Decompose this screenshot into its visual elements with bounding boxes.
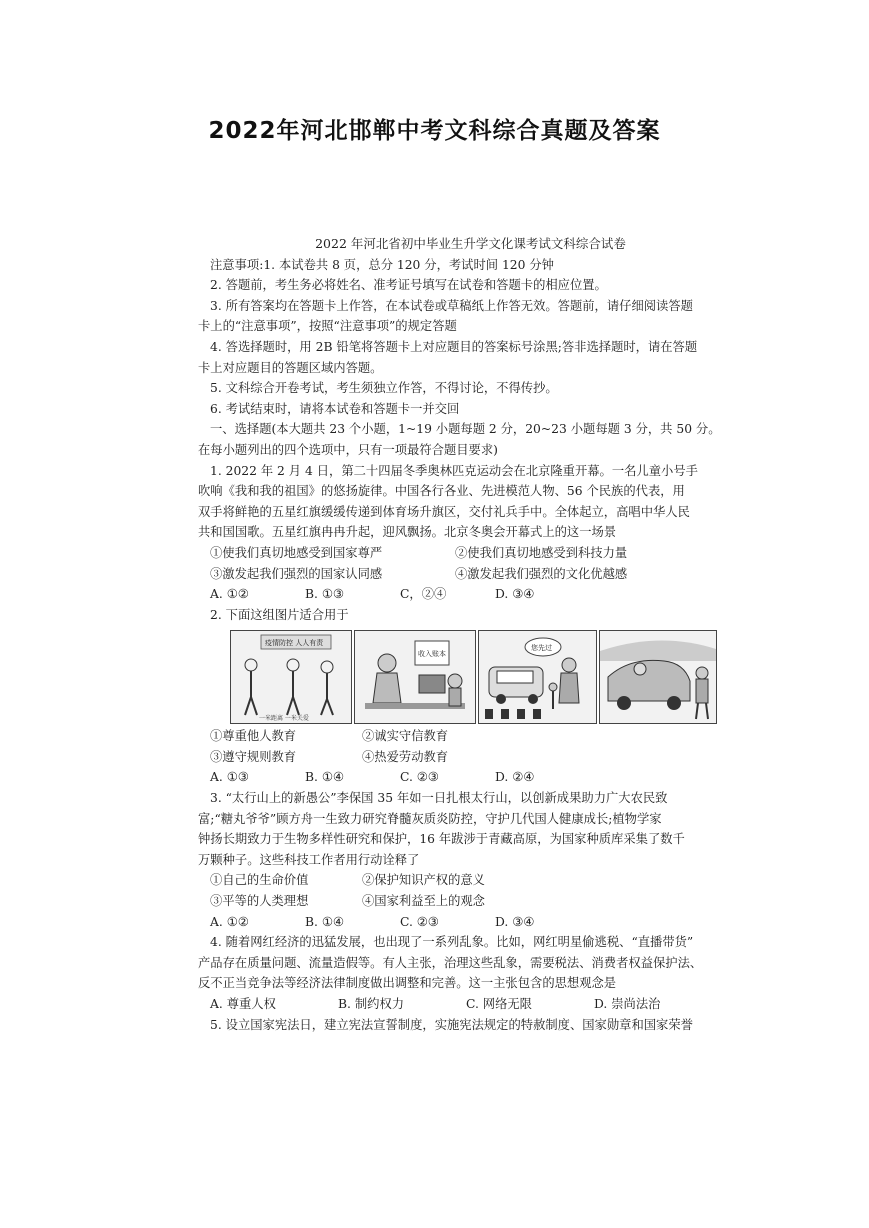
picture-ledger — [354, 630, 476, 724]
question-3-text: 3. “太行山上的新愚公”李保国 35 年如一日扎根太行山，以创新成果助力广大农民致 — [210, 791, 668, 806]
question-1-text: 1. 2022 年 2 月 4 日，第二十四届冬季奥林匹克运动会在北京隆重开幕。一名儿童小号手 — [210, 463, 698, 478]
statement: ④国家利益至上的观念 — [362, 894, 485, 909]
statement: ①尊重他人教育 — [210, 729, 297, 744]
option: D. ③④ — [495, 914, 535, 929]
option: A. 尊重人权 — [210, 997, 276, 1011]
picture-floor-text: 一米距离 一米关爱 — [259, 715, 309, 723]
question-3-options — [198, 912, 743, 933]
statement: ②使我们真切地感受到科技力量 — [455, 545, 628, 560]
option: B. 制约权力 — [338, 997, 405, 1011]
picture-car-park — [599, 630, 717, 724]
question-2-pictures — [230, 630, 715, 722]
option: D. ③④ — [495, 587, 535, 602]
picture-caption: 疫情防控 人人有责 — [265, 639, 324, 648]
paper-title: 2022 年河北省初中毕业生升学文化课考试文科综合试卷 — [315, 236, 626, 251]
exam-paper — [198, 234, 743, 1035]
notice-line: 6. 考试结束时，请将本试卷和答题卡一并交回 — [210, 401, 460, 416]
question-4-text: 4. 随着网红经济的迅猛发展，也出现了一系列乱象。比如，网红明星偷逃税、“直播带货” — [210, 935, 694, 950]
notice-line: 3. 所有答案均在答题卡上作答，在本试卷或草稿纸上作答无效。答题前，请仔细阅读答题 — [210, 298, 693, 313]
statement: ③遵守规则教育 — [210, 749, 297, 764]
question-1-text: 共和国国歌。五星红旗冉冉升起，迎风飘扬。北京冬奥会开幕式上的这一场景 — [198, 525, 617, 540]
notice-line: 5. 文科综合开卷考试，考生须独立作答，不得讨论，不得传抄。 — [210, 381, 558, 396]
option: B. ①④ — [305, 770, 344, 785]
question-1-text: 双手将鲜艳的五星红旗缓缓传递到体育场升旗区，交付礼兵手中。全体起立，高唱中华人民 — [198, 504, 690, 519]
question-1-statements — [198, 564, 743, 585]
notice-line: 卡上对应题目的答题区域内答题。 — [198, 360, 383, 375]
statement: ③激发起我们强烈的国家认同感 — [210, 566, 383, 581]
question-1-options — [198, 584, 743, 605]
question-3-statements — [198, 891, 743, 912]
notice-line: 2. 答题前，考生务必将姓名、准考证号填写在试卷和答题卡的相应位置。 — [210, 278, 607, 293]
option: A. ①② — [210, 914, 249, 929]
statement: ④热爱劳动教育 — [362, 749, 449, 764]
picture-social-distancing — [230, 630, 352, 724]
option: A. ①③ — [210, 770, 249, 785]
statement: ②诚实守信教育 — [362, 729, 449, 744]
question-2-statements — [198, 726, 743, 747]
question-2-text: 2. 下面这组图片适合用于 — [210, 607, 349, 622]
page-title: 2022年河北邯郸中考文科综合真题及答案 — [208, 118, 661, 144]
statement: ②保护知识产权的意义 — [362, 873, 485, 888]
option: C. ②③ — [400, 914, 439, 929]
statement: ③平等的人类理想 — [210, 894, 309, 909]
notice-line: 4. 答选择题时，用 2B 铅笔将答题卡上对应题目的答案标号涂黑;答非选择题时，请在答题 — [210, 339, 698, 354]
picture-crosswalk — [478, 630, 597, 724]
statement: ①使我们真切地感受到国家尊严 — [210, 545, 383, 560]
question-2-statements — [198, 747, 743, 768]
notice-line: 卡上的“注意事项”，按照“注意事项”的规定答题 — [198, 319, 457, 334]
option: B. ①③ — [305, 587, 344, 602]
section-heading: 在每小题列出的四个选项中，只有一项最符合题目要求) — [198, 442, 498, 457]
option: D. 崇尚法治 — [594, 997, 661, 1011]
question-2-options — [198, 767, 743, 788]
question-5-text: 5. 设立国家宪法日，建立宪法宣誓制度，实施宪法规定的特赦制度、国家勋章和国家荣誉 — [210, 1017, 693, 1032]
picture-caption: 收入账本 — [418, 650, 446, 659]
question-1-statements — [198, 543, 743, 564]
question-3-text: 钟扬长期致力于生物多样性研究和保护，16 年跋涉于青藏高原，为国家种质库采集了数千 — [198, 832, 685, 847]
option: B. ①④ — [305, 914, 344, 929]
statement: ④激发起我们强烈的文化优越感 — [455, 566, 628, 581]
section-heading: 一、选择题(本大题共 23 个小题，1~19 小题每题 2 分，20~23 小题每题 3 分，共 50 分。 — [210, 422, 721, 437]
question-4-options — [198, 994, 743, 1015]
question-3-text: 富;“糖丸爷爷”顾方舟一生致力研究脊髓灰质炎防控，守护几代国人健康成长;植物学家 — [198, 811, 662, 826]
notice-line: 注意事项:1. 本试卷共 8 页，总分 120 分，考试时间 120 分钟 — [210, 257, 554, 272]
option: C. ②③ — [400, 770, 439, 785]
picture-caption: 您先过 — [531, 644, 552, 653]
question-4-text: 产品存在质量问题、流量造假等。有人主张，治理这些乱象，需要税法、消费者权益保护法、 — [198, 955, 703, 970]
option: C. 网络无限 — [466, 997, 532, 1011]
question-1-text: 吹响《我和我的祖国》的悠扬旋律。中国各行各业、先进模范人物、56 个民族的代表，用 — [198, 484, 685, 499]
statement: ①自己的生命价值 — [210, 873, 309, 888]
question-4-text: 反不正当竞争法等经济法律制度做出调整和完善。这一主张包含的思想观念是 — [198, 976, 617, 991]
option: C，②④ — [400, 587, 447, 602]
option: A. ①② — [210, 587, 249, 602]
question-3-statements — [198, 870, 743, 891]
question-3-text: 万颗种子。这些科技工作者用行动诠释了 — [198, 852, 420, 867]
option: D. ②④ — [495, 770, 535, 785]
